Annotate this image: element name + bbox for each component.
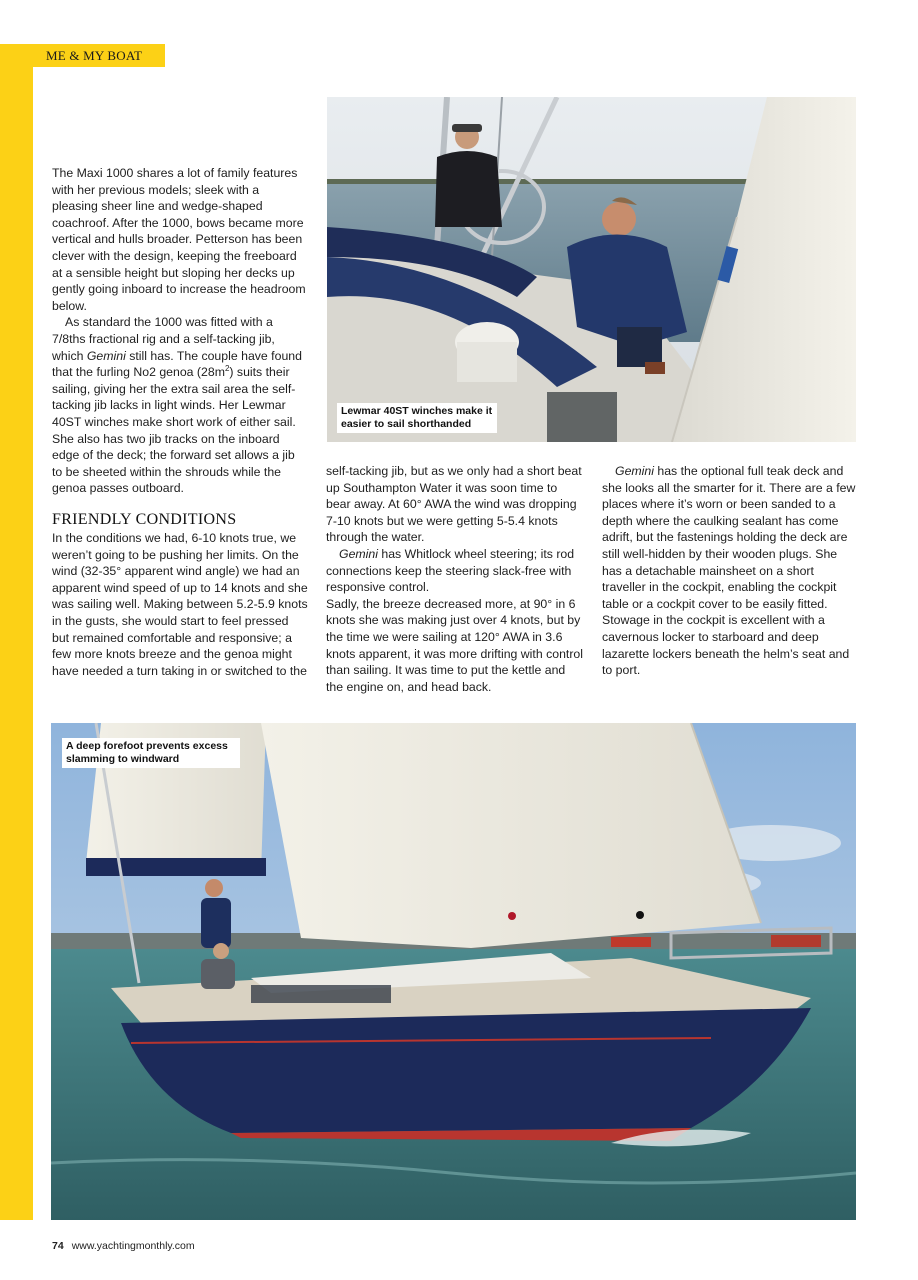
article-column-3 — [602, 463, 860, 679]
paragraph: self-tacking jib, but as we only had a short beat up Southampton Water it was soon time to bear away. At 60° AWA the wind was dropping 7-10 knots but we were getting 5-5.4 knots through the water. — [326, 464, 582, 545]
section-tab: ME & MY BOAT — [0, 44, 165, 67]
crew-on-deck-photo — [327, 97, 856, 442]
yacht-sailing-photo — [51, 723, 856, 1220]
website-url: www.yachtingmonthly.com — [71, 1240, 195, 1252]
paragraph: The Maxi 1000 shares a lot of family features with her previous models; sleek with a pleasing sheer line and wedge-shaped coachroof. After the 1000, bows became more vertical and hulls broader. Petterson has been clever with the design, keeping the freeboard at a sensible height but sloping her decks up gently going inboard to increase the headroom below. — [52, 166, 306, 313]
subheading: FRIENDLY CONDITIONS — [52, 511, 237, 528]
bottom-photo-caption: A deep forefoot prevents excess slamming to windward — [62, 738, 240, 768]
paragraph: As standard the 1000 was fitted with a 7/8ths fractional rig and a self-tacking jib, which Gemini still has. The couple have found that the furling No2 genoa $(28m^2)$ suits their sailing, giving her the extra sail area the self-tacking jib lacks in light winds. Her Lewmar 40ST winches make short work of either sail. She also has two jib tracks on the inboard edge of the deck; the forward set allows a jib to be sheeted within the shrouds while the genoa passes outboard. — [52, 315, 302, 496]
page-footer — [52, 1240, 195, 1252]
article-column-2 — [326, 463, 584, 695]
top-photo-caption: Lewmar 40ST winches make it easier to sail shorthanded — [337, 403, 497, 433]
paragraph: In the conditions we had, 6-10 knots true, we weren’t going to be pushing her limits. On the wind (32-35° apparent wind angle) we had an apparent wind speed of up to 14 knots and she was sailing well. Making between 5.2-5.9 knots in the gusts, she would start to feel pressed but remained comfortable and responsive; a few more knots breeze and the genoa might have needed a turn taking in or switched to the — [52, 531, 308, 678]
paragraph: Gemini has the optional full teak deck and she looks all the smarter for it. There are a few places where it’s worn or been sanded to a depth where the caulking sealant has come adrift, but the fastenings holding the deck are still well-hidden by their wooden plugs. She has a detachable mainsheet on a short traveller in the cockpit, enabling the cockpit table or a cockpit cover to be easily fitted. Stowage in the cockpit is excellent with a cavernous locker to starboard and deep lazarette lockers beneath the helm’s seat and to port. — [602, 464, 856, 678]
paragraph: Sadly, the breeze decreased more, at 90° in 6 knots she was making just over 4 knots, but by the time we were sailing at 120° AWA in 3.6 knots apparent, it was more drifting with control than sailing. It was time to put the kettle and the engine on, and head back. — [326, 596, 583, 694]
page-number: 74 — [52, 1240, 64, 1252]
side-accent-strip — [0, 44, 33, 1220]
paragraph: Gemini has Whitlock wheel steering; its rod connections keep the steering slack-free with responsive control. — [326, 546, 575, 595]
article-column-1 — [52, 165, 308, 497]
article-column-1-lower — [52, 510, 308, 679]
